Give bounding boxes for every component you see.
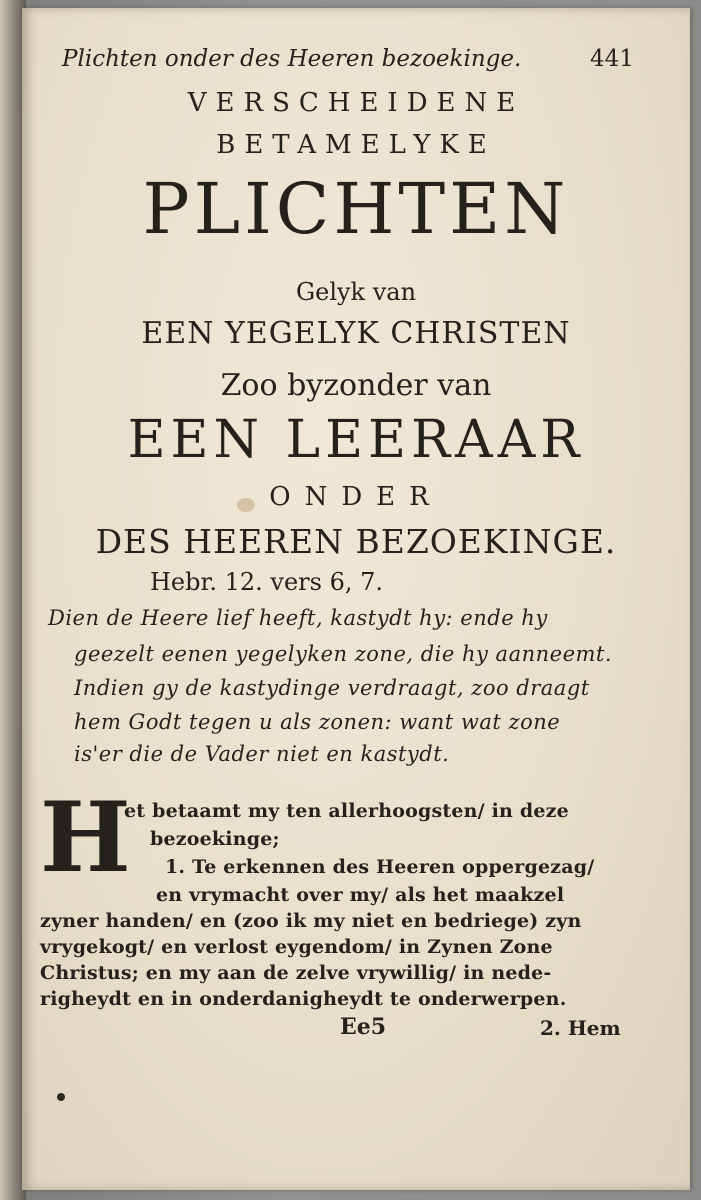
body-line: Christus; en my aan de zelve vrywillig/ in nede- [40, 962, 552, 984]
epigraph-line: hem Godt tegen u als zonen: want wat zone [74, 710, 561, 734]
epigraph-line: Indien gy de kastydinge verdraagt, zoo draagt [74, 676, 590, 700]
title-line-leeraar: EEN LEERAAR [127, 410, 585, 470]
catchword: 2. Hem [540, 1016, 621, 1040]
epigraph-line: geezelt eenen yegelyken zone, die hy aanneemt. [74, 642, 613, 666]
title-line-gelyk-van: Gelyk van [295, 278, 417, 306]
epigraph-line: Dien de Heere lief heeft, kastydt hy: ende hy [48, 606, 548, 630]
title-line-verscheidene: VERSCHEIDENE [187, 88, 525, 118]
body-line: zyner handen/ en (zoo ik my niet en bedriege) zyn [40, 910, 582, 932]
ink-spot [57, 1093, 65, 1101]
title-line-christen: EEN YEGELYK CHRISTEN [141, 316, 571, 351]
title-line-betamelyke: BETAMELYKE [216, 130, 496, 160]
body-line: 1. Te erkennen des Heeren oppergezag/ [165, 856, 595, 878]
title-main-plichten: PLICHTEN [142, 168, 570, 250]
body-line: bezoekinge; [150, 828, 280, 850]
page-number: 441 [590, 46, 634, 72]
title-line-zoo-byzonder: Zoo byzonder van [220, 368, 492, 403]
title-line-bezoekinge: DES HEEREN BEZOEKINGE. [95, 522, 617, 561]
body-line: righeydt en in onderdanigheydt te onderwerpen. [40, 988, 567, 1010]
body-line: en vrymacht over my/ als het maakzel [156, 884, 565, 906]
epigraph-line: is'er die de Vader niet en kastydt. [74, 742, 450, 766]
scripture-citation: Hebr. 12. vers 6, 7. [150, 568, 383, 596]
signature-mark: Ee5 [340, 1014, 387, 1040]
body-line: vrygekogt/ en verlost eygendom/ in Zynen Zone [40, 936, 553, 958]
drop-cap: H [40, 781, 131, 894]
title-line-onder: ONDER [269, 482, 443, 512]
body-line: et betaamt my ten allerhoogsten/ in deze [124, 800, 569, 822]
running-title: Plichten onder des Heeren bezoekinge. [62, 46, 522, 72]
